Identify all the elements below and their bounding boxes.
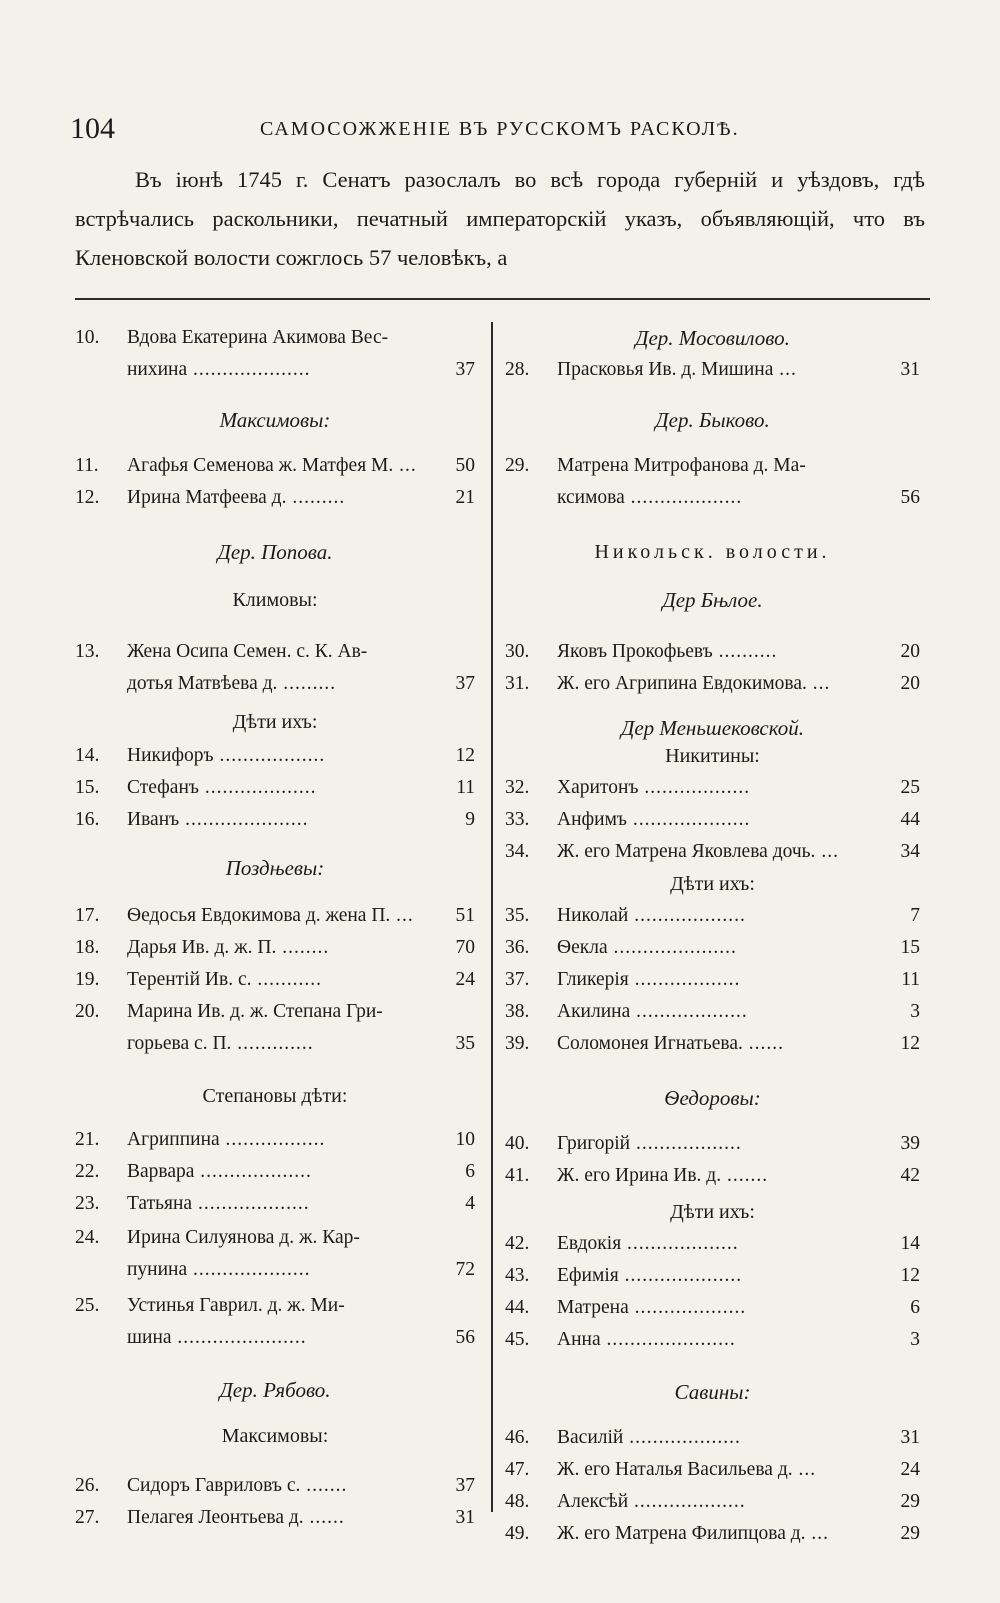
entry-name: Терентій Ив. с. — [127, 969, 252, 990]
section-heading: Ѳедоровы: — [664, 1086, 761, 1110]
entry-number: 37. — [505, 969, 530, 990]
leader-dots: ................... — [192, 1193, 310, 1214]
entry-number: 36. — [505, 937, 530, 958]
entry-number: 40. — [505, 1133, 530, 1154]
entry-number: 19. — [75, 969, 100, 990]
section-heading: Никитины: — [665, 745, 760, 767]
entry-name: Соломонея Игнатьева. — [557, 1033, 743, 1054]
entry-age: 7 — [910, 905, 920, 926]
entry-age: 20 — [900, 641, 920, 662]
leader-dots: .................. — [213, 745, 326, 766]
entry-age: 29 — [900, 1523, 920, 1544]
entry-number: 15. — [75, 777, 100, 798]
list-entry — [505, 1260, 920, 1292]
entry-age: 11 — [901, 969, 920, 990]
entry-name: Прасковья Ив. д. Мишина — [557, 359, 774, 380]
list-entry — [75, 482, 475, 514]
leader-dots: ... — [792, 1459, 817, 1480]
list-entry — [505, 668, 920, 700]
entry-age: 6 — [465, 1161, 475, 1182]
entry-age: 6 — [910, 1297, 920, 1318]
leader-dots: ................... — [624, 487, 743, 508]
list-entry — [75, 322, 475, 354]
entry-name: Евдокія — [557, 1233, 622, 1254]
list-entry — [505, 450, 920, 482]
list-entry — [75, 1254, 475, 1286]
list-entry — [505, 900, 920, 932]
entry-age: 31 — [900, 359, 920, 380]
list-entry — [505, 1324, 920, 1356]
entry-number: 21. — [75, 1129, 100, 1150]
entry-age: 12 — [900, 1265, 920, 1286]
entry-name: Анна — [557, 1329, 601, 1350]
entry-age: 10 — [455, 1129, 475, 1150]
entry-age: 12 — [900, 1033, 920, 1054]
entry-number: 16. — [75, 809, 100, 830]
entry-name: Вдова Екатерина Акимова Вес- — [127, 327, 389, 348]
entry-age: 37 — [455, 359, 475, 380]
entry-name: Сидоръ Гавриловъ с. — [127, 1475, 301, 1496]
entry-number: 17. — [75, 905, 100, 926]
leader-dots: ................... — [621, 1233, 739, 1254]
entry-age: 3 — [910, 1329, 920, 1350]
entry-number: 25. — [75, 1295, 100, 1316]
section-heading: Степановы дѣти: — [202, 1085, 348, 1107]
list-entry — [75, 1028, 475, 1060]
section-heading: Дѣти ихъ: — [670, 873, 755, 895]
list-entry — [505, 1518, 920, 1550]
entry-number: 49. — [505, 1523, 530, 1544]
section-heading: Дѣти ихъ: — [670, 1201, 755, 1223]
running-title: САМОСОЖЖЕНІЕ ВЪ РУССКОМЪ РАСКОЛѢ. — [260, 118, 740, 140]
leader-dots: ................... — [198, 777, 317, 798]
list-entry — [505, 1454, 920, 1486]
leader-dots: .................. — [628, 969, 741, 990]
list-entry — [505, 1292, 920, 1324]
entry-name: Харитонъ — [557, 777, 639, 798]
intro-paragraph — [75, 160, 925, 277]
entry-number: 42. — [505, 1233, 530, 1254]
entry-name: Матрена — [557, 1297, 629, 1318]
leader-dots: .................. — [630, 1133, 742, 1154]
entry-name: нихина — [127, 359, 188, 380]
entry-number: 28. — [505, 359, 530, 380]
list-entry — [75, 772, 475, 804]
entry-age: 14 — [900, 1233, 920, 1254]
entry-age: 12 — [455, 745, 475, 766]
list-entry — [75, 1156, 475, 1188]
list-entry — [75, 636, 475, 668]
entry-name: Стефанъ — [127, 777, 199, 798]
entry-age: 56 — [900, 487, 920, 508]
leader-dots: ................... — [623, 1427, 741, 1448]
entry-number: 10. — [75, 327, 100, 348]
leader-dots: ..................... — [179, 809, 309, 830]
section-heading: Савины: — [674, 1380, 751, 1404]
leader-dots: ................... — [630, 1001, 748, 1022]
leader-dots: .................... — [618, 1265, 743, 1286]
entry-number: 14. — [75, 745, 100, 766]
page-header — [70, 112, 930, 152]
entry-age: 42 — [900, 1165, 920, 1186]
entry-number: 35. — [505, 905, 530, 926]
entry-number: 23. — [75, 1193, 100, 1214]
entry-number: 32. — [505, 777, 530, 798]
entry-number: 43. — [505, 1265, 530, 1286]
entry-name: Акилина — [557, 1001, 631, 1022]
entry-name: Алексѣй — [557, 1491, 629, 1512]
entry-name: Николай — [557, 905, 629, 926]
entry-age: 24 — [455, 969, 475, 990]
entry-name: Гликерія — [557, 969, 629, 990]
entry-number: 20. — [75, 1001, 100, 1022]
list-entry — [505, 932, 920, 964]
list-entry — [505, 836, 920, 868]
list-entry — [75, 964, 475, 996]
leader-dots: ....... — [300, 1475, 348, 1496]
section-heading: Максимовы: — [219, 408, 331, 432]
entry-name: Яковъ Прокофьевъ — [557, 641, 713, 662]
entry-age: 70 — [455, 937, 475, 958]
section-heading: Никольск. волости. — [594, 541, 831, 563]
entry-name: Никифоръ — [127, 745, 214, 766]
list-entry — [75, 668, 475, 700]
entry-name: горьева с. П. — [127, 1033, 232, 1054]
entry-number: 27. — [75, 1507, 100, 1528]
leader-dots: .................... — [187, 359, 311, 380]
section-heading: Дер Бњлое. — [662, 588, 763, 612]
entry-name: Марина Ив. д. ж. Степана Гри- — [127, 1001, 383, 1022]
entry-age: 29 — [900, 1491, 920, 1512]
entry-number: 46. — [505, 1427, 530, 1448]
entry-age: 4 — [465, 1193, 475, 1214]
leader-dots: ................. — [219, 1129, 326, 1150]
leader-dots: ... — [815, 841, 839, 862]
entry-name: Дарья Ив. д. ж. П. — [127, 937, 277, 958]
leader-dots: ...................... — [171, 1327, 307, 1348]
entry-name: Устинья Гаврил. д. ж. Ми- — [127, 1295, 345, 1316]
entry-name: Татьяна — [127, 1193, 193, 1214]
entry-name: Ѳекла — [557, 937, 608, 958]
entry-number: 47. — [505, 1459, 530, 1480]
leader-dots: ...................... — [600, 1329, 736, 1350]
leader-dots: .......... — [712, 641, 778, 662]
leader-dots: ................... — [628, 1491, 746, 1512]
list-entry — [505, 1228, 920, 1260]
entry-number: 29. — [505, 455, 530, 476]
leader-dots: ................... — [194, 1161, 312, 1182]
entry-number: 26. — [75, 1475, 100, 1496]
entry-name: Жена Осипа Семен. с. К. Ав- — [127, 641, 368, 662]
list-entry — [75, 1322, 475, 1354]
entry-age: 37 — [455, 673, 475, 694]
section-heading: Дѣти ихъ: — [232, 711, 318, 733]
entry-number: 30. — [505, 641, 530, 662]
entry-age: 15 — [900, 937, 920, 958]
entry-name: Ж. его Агрипина Евдокимова. — [557, 673, 807, 694]
entry-number: 44. — [505, 1297, 530, 1318]
entry-number: 45. — [505, 1329, 530, 1350]
section-heading: Дер. Попова. — [217, 540, 333, 564]
entry-age: 39 — [900, 1133, 920, 1154]
entry-number: 18. — [75, 937, 100, 958]
entry-name: Ж. его Матрена Филипцова д. — [557, 1523, 806, 1544]
list-entry — [505, 636, 920, 668]
entry-name: Агриппина — [127, 1129, 220, 1150]
list-entry — [505, 1486, 920, 1518]
leader-dots: .................. — [638, 777, 751, 798]
column-divider — [491, 322, 493, 1512]
entry-age: 34 — [900, 841, 920, 862]
leader-dots: ................... — [628, 1297, 747, 1318]
intro-text: Въ іюнѣ 1745 г. Сенатъ разослалъ во всѣ города губерній и уѣздовъ, гдѣ встрѣчались раскольники, печатный императорскій указъ, объявляющій, что въ Кленовской волости сожглось 57 человѣкъ, а — [75, 167, 925, 270]
entry-age: 31 — [900, 1427, 920, 1448]
list-entry — [75, 1124, 475, 1156]
list-entry — [75, 1188, 475, 1220]
entry-number: 38. — [505, 1001, 530, 1022]
leader-dots: ........... — [251, 969, 322, 990]
entry-name: Ж. его Наталья Васильева д. — [557, 1459, 793, 1480]
entry-name: Матрена Митрофанова д. Ма- — [557, 455, 806, 476]
list-entry — [505, 772, 920, 804]
list-entry — [75, 996, 475, 1028]
entry-age: 9 — [465, 809, 475, 830]
leader-dots: ......... — [277, 673, 337, 694]
entry-name: Григорій — [557, 1133, 631, 1154]
list-entry — [75, 804, 475, 836]
entry-name: Василій — [557, 1427, 624, 1448]
entry-name: шина — [127, 1327, 172, 1348]
entry-name: пунина — [127, 1259, 188, 1280]
page-number: 104 — [70, 112, 115, 145]
leader-dots: ... — [805, 1523, 830, 1544]
entry-number: 41. — [505, 1165, 530, 1186]
list-entry — [75, 1290, 475, 1322]
entry-age: 35 — [455, 1033, 475, 1054]
entry-name: Ѳедосья Евдокимова д. жена П. — [127, 905, 391, 926]
entry-age: 20 — [900, 673, 920, 694]
leader-dots: ...... — [742, 1033, 784, 1054]
list-entry — [505, 964, 920, 996]
list-entry — [75, 932, 475, 964]
list-entry — [505, 482, 920, 514]
entry-age: 3 — [910, 1001, 920, 1022]
entry-name: Варвара — [127, 1161, 195, 1182]
entry-name: Ефимія — [557, 1265, 619, 1286]
leader-dots: ................... — [628, 905, 746, 926]
leader-dots: ... — [390, 905, 414, 926]
entry-name: Пелагея Леонтьева д. — [127, 1507, 304, 1528]
entry-age: 37 — [455, 1475, 475, 1496]
entry-name: Иванъ — [127, 809, 180, 830]
list-entry — [75, 740, 475, 772]
entry-name: Анфимъ — [557, 809, 628, 830]
list-entry — [505, 804, 920, 836]
list-entry — [75, 1222, 475, 1254]
leader-dots: ... — [773, 359, 797, 380]
entry-name: Ж. его Матрена Яковлева дочь. — [557, 841, 816, 862]
leader-dots: ............. — [231, 1033, 314, 1054]
leader-dots: ....... — [721, 1165, 769, 1186]
list-entry — [75, 1470, 475, 1502]
leader-dots: ........ — [276, 937, 330, 958]
entry-number: 48. — [505, 1491, 530, 1512]
section-heading: Поздњевы: — [225, 856, 325, 880]
section-heading: Дер. Быково. — [655, 408, 770, 432]
entry-number: 34. — [505, 841, 530, 862]
entry-number: 24. — [75, 1227, 100, 1248]
horizontal-rule — [75, 298, 930, 300]
section-heading: Дер Меньшековской. — [620, 716, 805, 740]
entry-name: Ирина Силуянова д. ж. Кар- — [127, 1227, 360, 1248]
entry-number: 33. — [505, 809, 530, 830]
entry-number: 31. — [505, 673, 530, 694]
list-entry — [505, 354, 920, 386]
entry-age: 56 — [455, 1327, 475, 1348]
section-heading: Максимовы: — [221, 1425, 329, 1447]
leader-dots: ...... — [303, 1507, 345, 1528]
list-entry — [505, 996, 920, 1028]
entry-number: 13. — [75, 641, 100, 662]
entry-name: дотья Матвѣева д. — [127, 673, 278, 694]
entry-age: 72 — [455, 1259, 475, 1280]
list-entry — [75, 1502, 475, 1534]
entry-age: 25 — [900, 777, 920, 798]
list-entry — [505, 1128, 920, 1160]
list-entry — [75, 450, 475, 482]
list-entry — [505, 1160, 920, 1192]
leader-dots: .................... — [187, 1259, 311, 1280]
list-entry — [505, 1028, 920, 1060]
entry-number: 11. — [75, 455, 99, 476]
entry-number: 39. — [505, 1033, 530, 1054]
leader-dots: ... — [806, 673, 831, 694]
entry-number: 12. — [75, 487, 100, 508]
entry-age: 11 — [456, 777, 475, 798]
leader-dots: ..................... — [607, 937, 737, 958]
section-heading: Дер. Мосовилово. — [635, 326, 790, 350]
list-entry — [75, 354, 475, 386]
entry-name: Ирина Матфеева д. — [127, 487, 287, 508]
entry-age: 50 — [455, 455, 475, 476]
entry-age: 31 — [455, 1507, 475, 1528]
leader-dots: ... — [393, 455, 417, 476]
entry-name: ксимова — [557, 487, 625, 508]
section-heading: Климовы: — [232, 589, 318, 611]
entry-age: 51 — [455, 905, 475, 926]
entry-name: Ж. его Ирина Ив. д. — [557, 1165, 722, 1186]
entry-age: 24 — [900, 1459, 920, 1480]
section-heading: Дер. Рябово. — [219, 1378, 331, 1402]
leader-dots: ......... — [286, 487, 346, 508]
entry-age: 44 — [900, 809, 920, 830]
entry-age: 21 — [455, 487, 475, 508]
entry-name: Агафья Семенова ж. Матфея М. — [127, 455, 394, 476]
leader-dots: .................... — [627, 809, 751, 830]
list-entry — [75, 900, 475, 932]
list-entry — [505, 1422, 920, 1454]
entry-number: 22. — [75, 1161, 100, 1182]
